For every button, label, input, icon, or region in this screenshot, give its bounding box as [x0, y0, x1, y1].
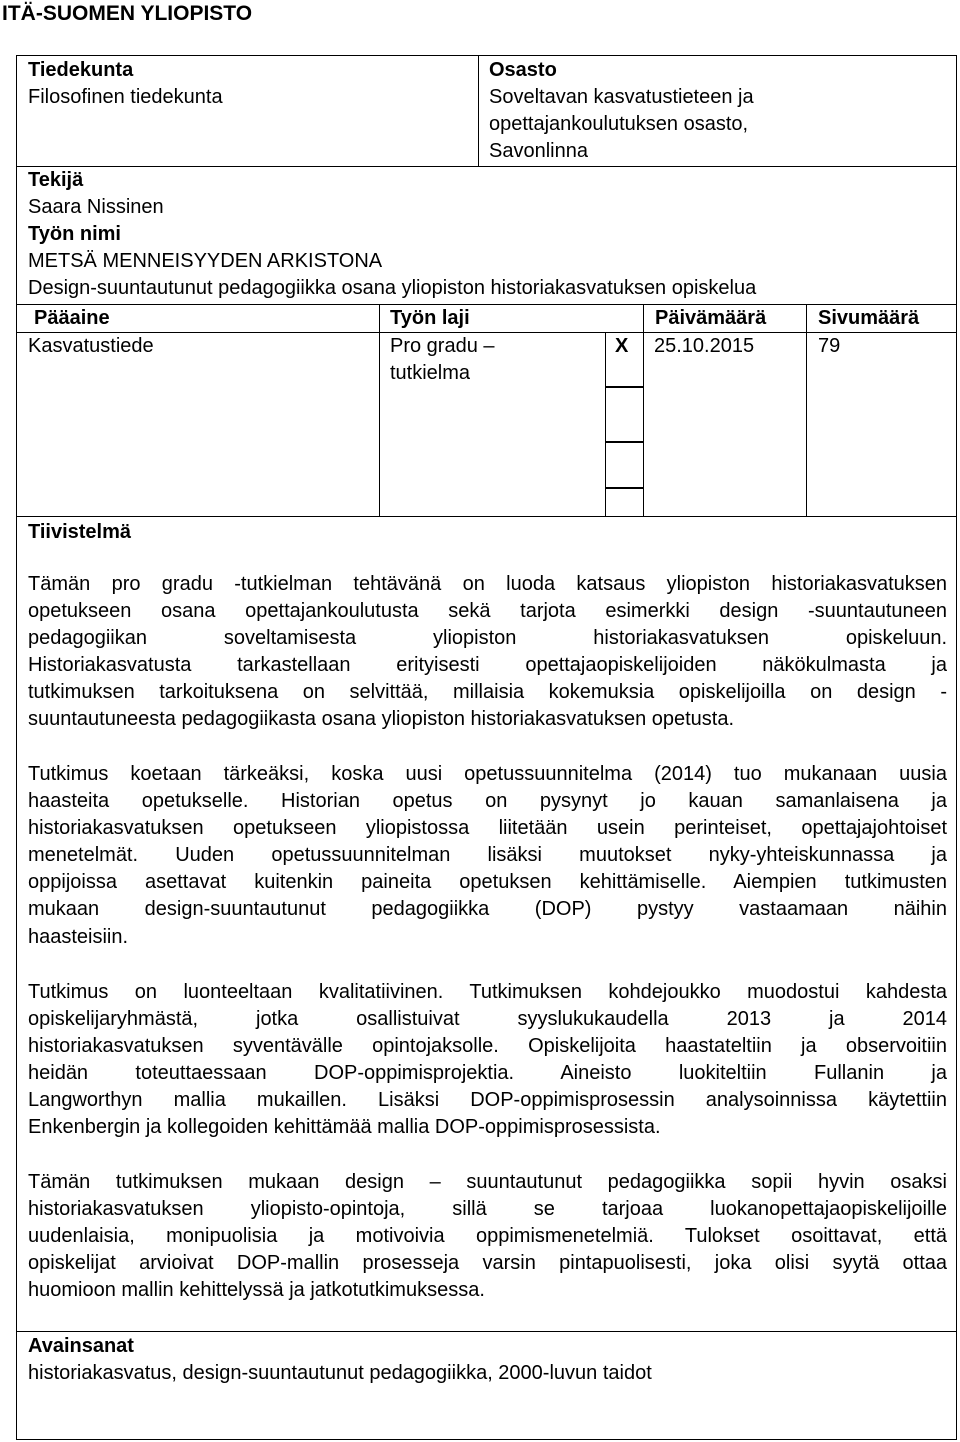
abstract-paragraph-3 — [28, 979, 947, 1142]
type-checkbox-4 — [605, 488, 644, 517]
abstract-line: pedagogiikan soveltamisesta yliopiston historiakasvatuksen opiskeluun. — [28, 627, 947, 650]
faculty-label: Tiedekunta — [28, 59, 134, 81]
department-label: Osasto — [489, 59, 557, 81]
divider — [16, 516, 957, 517]
divider — [16, 1331, 957, 1332]
department-line: Savonlinna — [489, 140, 588, 162]
abstract-line: Tutkimus koetaan tärkeäksi, koska uusi opetussuunnitelma (2014) tuo mukanaan uusia — [28, 763, 947, 785]
abstract-line: historiakasvatuksen yliopisto-opintoja, sillä se tarjoaa luokanopettajaopiskelijoille — [28, 1198, 947, 1221]
keywords-value: historiakasvatus, design-suuntautunut pedagogiikka, 2000-luvun taidot — [28, 1362, 652, 1384]
abstract-line: haasteisiin. — [28, 925, 129, 948]
pages-value: 79 — [818, 335, 841, 357]
abstract-line: menetelmät. Uuden opetussuunnitelman lisäksi muutokset nyky-yhteiskunnassa ja — [28, 844, 947, 867]
abstract-line: Tämän tutkimuksen mukaan design – suuntautunut pedagogiikka sopii hyvin osaksi — [28, 1171, 947, 1193]
abstract-line: suuntautuneesta pedagogiikasta osana yliopiston historiakasvatuksen opetusta. — [28, 708, 735, 731]
author-value: Saara Nissinen — [28, 196, 164, 218]
divider — [16, 304, 957, 305]
divider — [806, 304, 807, 516]
abstract-line: tutkimuksen tarkoituksena on selvittää, millaisia kokemuksia opiskelijoilla on design - — [28, 681, 947, 704]
divider — [478, 55, 479, 167]
type-header: Työn laji — [390, 307, 470, 329]
abstract-line: historiakasvatuksen opetukseen yliopistossa liitetään usein perinteiset, opettajajohtoiset — [28, 817, 947, 840]
abstract-line: historiakasvatuksen syventävälle opintojaksolle. Opiskelijoita haastateltiin ja observoitiin — [28, 1035, 947, 1058]
abstract-line: opetukseen osana opettajankoulutusta sekä tarjota esimerkki design -suuntautuneen — [28, 600, 947, 623]
author-label: Tekijä — [28, 169, 84, 191]
work-title-line: Design-suuntautunut pedagogiikka osana yliopiston historiakasvatuksen opiskelua — [28, 277, 757, 299]
abstract-line: Langworthyn mallia mukaillen. Lisäksi DOP-oppimisprosessin analysoinnissa käytettiin — [28, 1089, 947, 1112]
faculty-value: Filosofinen tiedekunta — [28, 86, 223, 108]
pages-header: Sivumäärä — [818, 307, 920, 329]
major-value: Kasvatustiede — [28, 335, 154, 357]
abstract-line: oppijoissa asettavat kuitenkin paineita opetuksen kehittämiselle. Aiempien tutkimusten — [28, 871, 947, 894]
abstract-line: haasteita opetukselle. Historian opetus on pysynyt jo kauan samanlaisena ja — [28, 790, 947, 813]
abstract-line: mukaan design-suuntautunut pedagogiikka (DOP) pystyy vastaamaan näihin — [28, 898, 947, 921]
divider — [379, 304, 380, 516]
abstract-line: opiskelijaryhmästä, jotka osallistuivat syyslukukaudella 2013 ja 2014 — [28, 1008, 947, 1031]
abstract-line: opiskelijat arvioivat DOP-mallin prosesseja varsin pintapuolisesti, joka olisi syytä ottaa — [28, 1252, 947, 1275]
type-value-line: tutkielma — [390, 362, 471, 384]
type-checkbox-3 — [605, 442, 644, 488]
abstract-line: uudenlaisia, monipuolisia ja motivoivia oppimismenetelmiä. Tulokset osoittavat, että — [28, 1225, 947, 1248]
type-checked-mark: X — [615, 335, 629, 357]
date-header: Päivämäärä — [655, 307, 767, 329]
abstract-line: Tämän pro gradu -tutkielman tehtävänä on luoda katsaus yliopiston historiakasvatuksen — [28, 573, 947, 595]
date-value: 25.10.2015 — [654, 335, 755, 357]
department-line: Soveltavan kasvatustieteen ja — [489, 86, 754, 108]
divider — [16, 166, 957, 167]
abstract-line: Enkenbergin ja kollegoiden kehittämää mallia DOP-oppimisprosessista. — [28, 1116, 661, 1139]
abstract-line: Historiakasvatusta tarkastellaan erityisesti opettajaopiskelijoiden näkökulmasta ja — [28, 654, 947, 677]
abstract-paragraph-4 — [28, 1169, 947, 1304]
university-name: ITÄ-SUOMEN YLIOPISTO — [2, 2, 253, 25]
abstract-paragraph-2 — [28, 761, 947, 951]
type-value-line: Pro gradu – — [390, 335, 495, 357]
abstract-line: heidän toteuttaessaan DOP-oppimisprojektia. Aineisto luokiteltiin Fullanin ja — [28, 1062, 947, 1085]
department-line: opettajankoulutuksen osasto, — [489, 113, 749, 135]
keywords-label: Avainsanat — [28, 1335, 134, 1357]
abstract-line: Tutkimus on luonteeltaan kvalitatiivinen. Tutkimuksen kohdejoukko muodostui kahdesta — [28, 981, 947, 1003]
type-checkbox-2 — [605, 387, 644, 442]
major-header: Pääaine — [34, 307, 110, 329]
work-title-label: Työn nimi — [28, 223, 121, 245]
abstract-paragraph-1 — [28, 571, 947, 734]
work-title-line: METSÄ MENNEISYYDEN ARKISTONA — [28, 250, 383, 272]
abstract-line: huomioon mallin kehittelyssä ja jatkotutkimuksessa. — [28, 1279, 485, 1302]
abstract-label: Tiivistelmä — [28, 521, 132, 543]
